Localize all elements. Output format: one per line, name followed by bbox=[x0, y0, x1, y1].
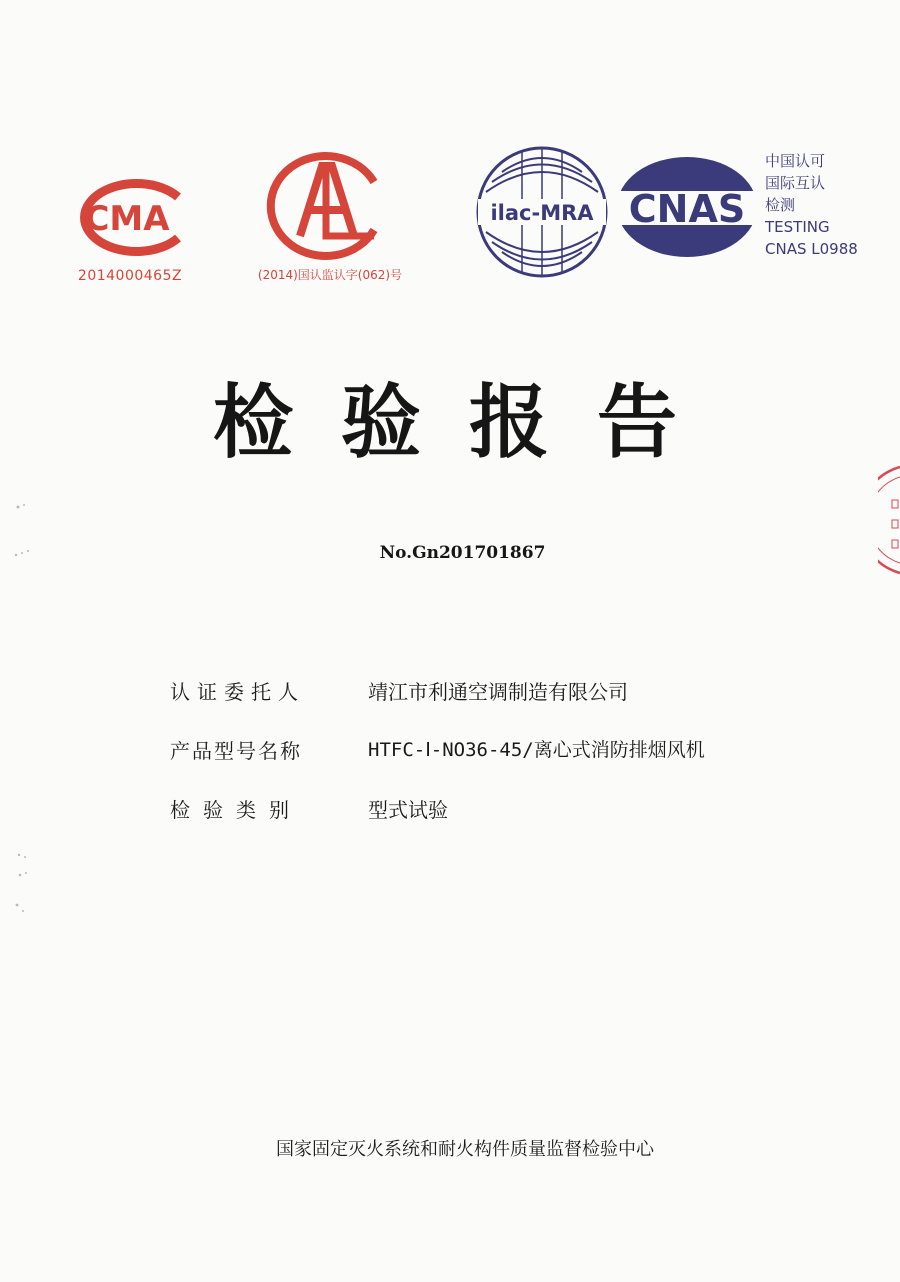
product-label: 产品型号名称 bbox=[170, 739, 302, 763]
inspection-type-label: 检验类别 bbox=[170, 798, 302, 822]
issuing-center: 国家固定灭火系统和耐火构件质量监督检验中心 bbox=[276, 1139, 654, 1160]
cma-logo bbox=[60, 175, 195, 260]
seal-stamp-fragment bbox=[878, 465, 900, 575]
client-value: 靖江市利通空调制造有限公司 bbox=[368, 680, 628, 704]
cnas-line-5: CNAS L0988 bbox=[765, 240, 858, 258]
cnas-line-2: 国际互认 bbox=[765, 174, 826, 192]
cnas-line-4: TESTING bbox=[765, 218, 830, 236]
client-label: 认证委托人 bbox=[170, 680, 305, 704]
cnas-line-3: 检测 bbox=[765, 196, 796, 214]
cnas-logo bbox=[615, 155, 760, 260]
cal-approval-text: (2014)国认监认字(062)号 bbox=[257, 268, 403, 282]
cma-certificate-number: 2014000465Z bbox=[77, 268, 183, 284]
scan-noise bbox=[10, 495, 50, 935]
report-title: 检验报告 bbox=[213, 376, 725, 469]
cnas-line-1: 中国认可 bbox=[765, 152, 826, 170]
ilac-mark: ilac-MRA bbox=[490, 201, 594, 225]
cnas-mark: CNAS bbox=[628, 187, 746, 231]
product-value: HTFC-Ⅰ-NO36-45/离心式消防排烟风机 bbox=[368, 739, 705, 761]
cnas-accreditation-text bbox=[765, 150, 858, 260]
inspection-type-value: 型式试验 bbox=[368, 798, 448, 822]
report-number: No.Gn201701867 bbox=[379, 543, 546, 563]
ilac-mra-logo bbox=[472, 142, 612, 282]
cma-mark: CMA bbox=[84, 199, 170, 239]
cal-logo bbox=[262, 148, 392, 263]
